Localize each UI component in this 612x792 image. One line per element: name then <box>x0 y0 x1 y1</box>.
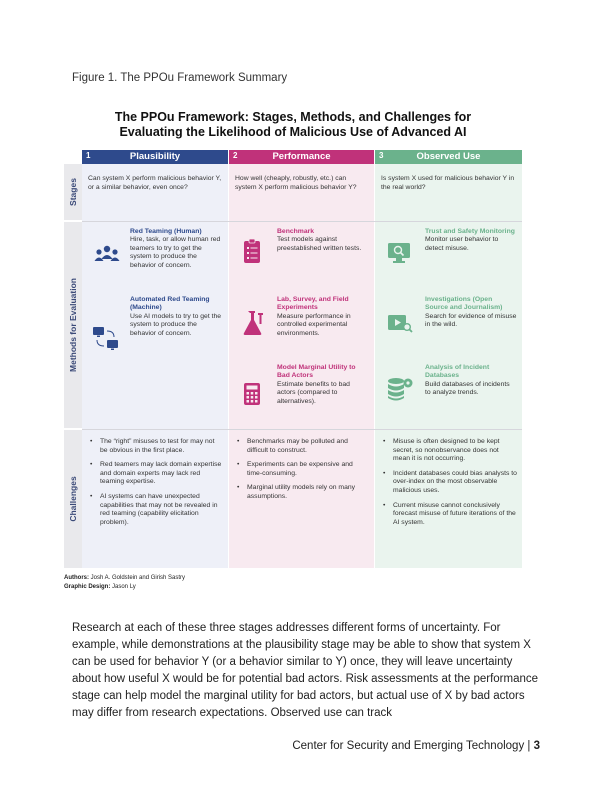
column-number: 3 <box>379 151 384 160</box>
row-divider <box>82 429 522 430</box>
challenge-item: • Current misuse cannot conclusively forecast misuse of future iterations of the AI system. <box>381 502 517 528</box>
figure-caption: Figure 1. The PPOu Framework Summary <box>72 72 288 84</box>
column-body-observed-use <box>375 164 522 568</box>
method-title: Automated Red Teaming (Machine) <box>130 296 210 312</box>
method-title: Benchmark <box>277 228 315 235</box>
column-body-performance <box>229 164 374 568</box>
method-title: Red Teaming (Human) <box>130 228 202 235</box>
method-description: Test models against preestablished written tests. <box>277 236 362 252</box>
method-lab-survey-field <box>277 296 369 338</box>
page-number: 3 <box>533 740 540 752</box>
method-incident-databases <box>425 364 517 398</box>
method-automated-red-teaming <box>130 296 222 338</box>
challenge-item: • AI systems can have unexpected capabilities that may not be revealed in red teaming (capability elicitation problem). <box>88 493 222 527</box>
challenges-list <box>381 438 517 533</box>
clipboard-checklist-icon <box>243 238 261 269</box>
challenge-item: • Marginal utility models rely on many assumptions. <box>235 484 369 501</box>
method-description: Search for evidence of misuse in the wild. <box>425 312 517 329</box>
method-title: Analysis of Incident Databases <box>425 364 490 380</box>
method-investigations <box>425 296 517 330</box>
column-name: Plausibility <box>129 151 181 162</box>
column-header-observed-use <box>375 150 522 164</box>
column-header-performance <box>229 150 374 164</box>
method-description: Estimate benefits to bad actors (compared to alternatives). <box>277 380 350 405</box>
method-description: Use AI models to try to get the system to produce the behavior of concern. <box>130 312 222 337</box>
video-search-icon <box>387 314 413 339</box>
challenge-item: • The “right” misuses to test for may not be obvious in the first place. <box>88 438 222 455</box>
method-description: Monitor user behavior to detect misuse. <box>425 236 499 252</box>
method-marginal-utility <box>277 364 369 406</box>
stage-question: Is system X used for malicious behavior Y in the real world? <box>381 175 515 191</box>
method-title: Lab, Survey, and Field Experiments <box>277 296 349 312</box>
challenges-list <box>88 438 222 533</box>
method-title: Trust and Safety Monitoring <box>425 228 515 235</box>
stage-question: Can system X perform malicious behavior Y, or a similar behavior, even once? <box>88 175 222 191</box>
method-description: Hire, task, or allow human red teamers to try to get the system to produce the behavior of concern. <box>130 236 221 269</box>
column-number: 2 <box>233 151 238 160</box>
figure-title-line-2: Evaluating the Likelihood of Malicious Use of Advanced AI <box>119 125 467 139</box>
computers-exchange-icon <box>92 326 120 357</box>
column-name: Observed Use <box>416 151 481 162</box>
row-label-challenges: Challenges <box>64 430 82 568</box>
figure-title <box>64 110 522 140</box>
challenge-item: • Red teamers may lack domain expertise and domain experts may lack red teaming expertise. <box>88 461 222 487</box>
figure-credits <box>64 574 185 592</box>
stage-question: How well (cheaply, robustly, etc.) can system X perform malicious behavior Y? <box>235 175 357 191</box>
column-body-plausibility <box>82 164 228 568</box>
footer-org: Center for Security and Emerging Technology <box>292 740 525 752</box>
method-benchmark <box>277 228 369 253</box>
body-paragraph: Research at each of these three stages addresses different forms of uncertainty. For example, while demonstrations at the plausibility stage may be able to show that system X can be used for behavior Y (or a behavior similar to Y) once, they will leave uncertainty about how useful X would be for potential bad actors. Risk assessments at the performance stage can help model the marginal utility for bad actors, but actual use of X by bad actors may differ from research expectations. Observed use can track <box>72 622 539 719</box>
lab-flask-icon <box>241 310 265 341</box>
row-divider <box>82 221 522 222</box>
authors-line: Authors: Josh A. Goldstein and Girish Sastry <box>64 575 186 581</box>
footer-divider: | <box>524 740 534 752</box>
challenge-item: • Benchmarks may be polluted and difficult to construct. <box>235 438 369 455</box>
challenge-item: • Incident databases could bias analysts to over-index on the most observable malicious uses. <box>381 470 517 496</box>
method-red-teaming-human <box>130 228 222 270</box>
method-trust-safety <box>425 228 517 253</box>
challenges-list <box>235 438 369 508</box>
row-label-methods: Methods for Evaluation <box>64 222 82 428</box>
method-title: Model Marginal Utility to Bad Actors <box>277 364 356 380</box>
framework-figure <box>64 100 522 568</box>
challenge-item: • Misuse is often designed to be kept secret, so nonobservance does not mean it is not occurring. <box>381 438 517 464</box>
method-description: Measure performance in controlled experimental environments. <box>277 312 351 337</box>
people-group-icon <box>94 244 120 269</box>
challenge-item: • Experiments can be expensive and time-consuming. <box>235 461 369 478</box>
monitor-search-icon <box>387 242 411 269</box>
column-header-plausibility <box>82 150 228 164</box>
calculator-icon <box>243 382 261 411</box>
database-gear-icon <box>387 376 415 407</box>
column-name: Performance <box>272 151 331 162</box>
figure-title-line-1: The PPOu Framework: Stages, Methods, and Challenges for <box>114 110 472 124</box>
design-line: Graphic Design: Jason Ly <box>64 584 136 590</box>
page-footer <box>292 740 540 752</box>
column-number: 1 <box>86 151 91 160</box>
method-title: Investigations (Open Source and Journalism) <box>425 296 503 312</box>
method-description: Build databases of incidents to analyze trends. <box>425 380 510 397</box>
row-label-stages: Stages <box>64 164 82 220</box>
